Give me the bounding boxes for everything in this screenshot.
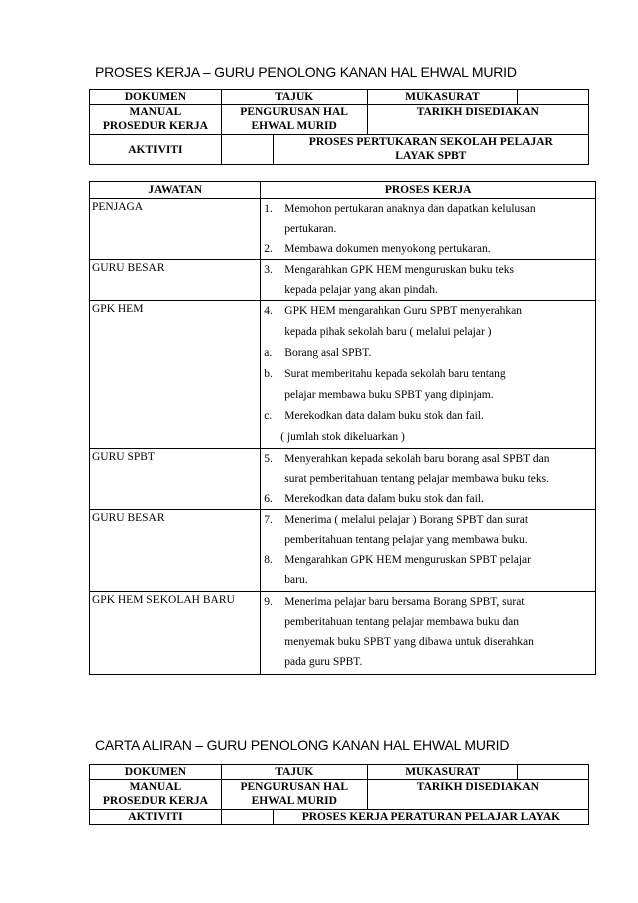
manual-line-1: MANUAL xyxy=(129,781,182,793)
step-text: pertukaran. xyxy=(284,223,337,235)
header-mukasurat-value xyxy=(518,90,589,105)
header-dokumen: DOKUMEN xyxy=(90,90,222,105)
step-text: pelajar membawa buku SPBT yang dipinjam. xyxy=(284,389,494,401)
step-text: Surat memberitahu kepada sekolah baru tentang xyxy=(284,368,506,380)
proses-cell xyxy=(261,199,596,260)
step-text: Memohon pertukaran anaknya dan dapatkan kelulusan xyxy=(284,203,536,215)
header-tajuk: TAJUK xyxy=(221,765,367,780)
step-text: baru. xyxy=(284,574,308,586)
header-dokumen: DOKUMEN xyxy=(90,765,222,780)
header-aktiviti: AKTIVITI xyxy=(90,810,222,825)
step-text: Borang asal SPBT. xyxy=(284,347,372,359)
manual-line-2: PROSEDUR KERJA xyxy=(102,120,208,132)
jawatan-cell: GURU BESAR xyxy=(90,510,261,592)
step-text: kepada pihak sekolah baru ( melalui pelajar ) xyxy=(284,326,492,338)
table-row xyxy=(90,510,596,592)
header-aktiviti-value: PROSES KERJA PERATURAN PELAJAR LAYAK xyxy=(273,810,588,825)
table-row xyxy=(90,260,596,301)
jawatan-cell: GPK HEM xyxy=(90,301,261,449)
step-text: Merekodkan data dalam buku stok dan fail. xyxy=(284,410,484,422)
header-aktiviti-value xyxy=(273,135,588,165)
header-manual xyxy=(90,105,222,135)
step-number: 1. xyxy=(264,203,273,215)
step-number: 5. xyxy=(264,453,273,465)
step-number: 4. xyxy=(264,305,273,317)
step-text: pada guru SPBT. xyxy=(284,656,363,668)
proses-cell xyxy=(261,510,596,592)
step-letter: b. xyxy=(264,368,273,380)
jawatan-cell: PENJAGA xyxy=(90,199,261,260)
step-letter: c. xyxy=(264,410,273,422)
header-tarikh: TARIKH DISEDIAKAN xyxy=(367,780,588,810)
jawatan-cell: GURU SPBT xyxy=(90,449,261,510)
header-mukasurat-value xyxy=(518,765,589,780)
section-title: CARTA ALIRAN – GURU PENOLONG KANAN HAL EHWAL MURID xyxy=(95,737,510,753)
manual-line-2: PROSEDUR KERJA xyxy=(102,795,208,807)
table-row xyxy=(90,199,596,260)
header-pengurusan xyxy=(221,105,367,135)
step-number: 9. xyxy=(264,596,273,608)
step-text: kepada pelajar yang akan pindah. xyxy=(284,284,438,296)
header-mukasurat: MUKASURAT xyxy=(367,90,518,105)
step-number: 3. xyxy=(264,264,273,276)
step-text: GPK HEM mengarahkan Guru SPBT menyerahkan xyxy=(284,305,523,317)
header-mukasurat: MUKASURAT xyxy=(367,765,518,780)
header-aktiviti: AKTIVITI xyxy=(90,135,222,165)
step-text: ( jumlah stok dikeluarkan ) xyxy=(280,431,405,443)
table-row xyxy=(90,592,596,675)
step-text: Merekodkan data dalam buku stok dan fail. xyxy=(284,493,484,505)
header-tajuk: TAJUK xyxy=(221,90,367,105)
proses-cell xyxy=(261,301,596,449)
step-text: pemberitahuan tentang pelajar yang membawa buku. xyxy=(284,534,528,546)
header-tarikh: TARIKH DISEDIAKAN xyxy=(367,105,588,135)
pengurusan-line-1: PENGURUSAN HAL xyxy=(240,781,349,793)
document-header-table xyxy=(89,89,589,165)
header-pengurusan xyxy=(221,780,367,810)
header-aktiviti-blank xyxy=(221,810,273,825)
step-number: 8. xyxy=(264,554,273,566)
step-text: Mengarahkan GPK HEM menguruskan SPBT pelajar xyxy=(284,554,531,566)
proses-cell xyxy=(261,260,596,301)
step-text: Mengarahkan GPK HEM menguruskan buku teks xyxy=(284,264,514,276)
step-text: pemberitahuan tentang pelajar membawa buku dan xyxy=(284,616,519,628)
step-number: 6. xyxy=(264,493,273,505)
step-text: Membawa dokumen menyokong pertukaran. xyxy=(284,243,491,255)
step-text: menyemak buku SPBT yang dibawa untuk diserahkan xyxy=(284,636,534,648)
pengurusan-line-2: EHWAL MURID xyxy=(251,120,337,132)
document-header-table xyxy=(89,764,589,825)
step-text: Menyerahkan kepada sekolah baru borang asal SPBT dan xyxy=(284,453,550,465)
aktiviti-line-2: LAYAK SPBT xyxy=(395,150,467,162)
column-header-jawatan: JAWATAN xyxy=(90,182,261,199)
pengurusan-line-1: PENGURUSAN HAL xyxy=(240,106,348,118)
column-header-proses: PROSES KERJA xyxy=(261,182,596,199)
proses-cell xyxy=(261,592,596,675)
step-number: 2. xyxy=(264,243,273,255)
manual-line-1: MANUAL xyxy=(129,106,182,118)
step-text: Menerima ( melalui pelajar ) Borang SPBT dan surat xyxy=(284,514,529,526)
section-title: PROSES KERJA – GURU PENOLONG KANAN HAL EHWAL MURID xyxy=(95,64,517,80)
process-table xyxy=(89,181,596,675)
step-text: surat pemberitahuan tentang pelajar membawa buku teks. xyxy=(284,473,550,485)
jawatan-cell: GURU BESAR xyxy=(90,260,261,301)
table-row xyxy=(90,301,596,449)
table-row xyxy=(90,449,596,510)
proses-cell xyxy=(261,449,596,510)
aktiviti-line-1: PROSES PERTUKARAN SEKOLAH PELAJAR xyxy=(308,136,553,148)
header-aktiviti-blank xyxy=(221,135,273,165)
jawatan-cell: GPK HEM SEKOLAH BARU xyxy=(90,592,261,675)
pengurusan-line-2: EHWAL MURID xyxy=(251,795,337,807)
step-number: 7. xyxy=(264,514,273,526)
step-text: Menerima pelajar baru bersama Borang SPBT, surat xyxy=(284,596,525,608)
header-manual xyxy=(90,780,222,810)
step-letter: a. xyxy=(264,347,273,359)
